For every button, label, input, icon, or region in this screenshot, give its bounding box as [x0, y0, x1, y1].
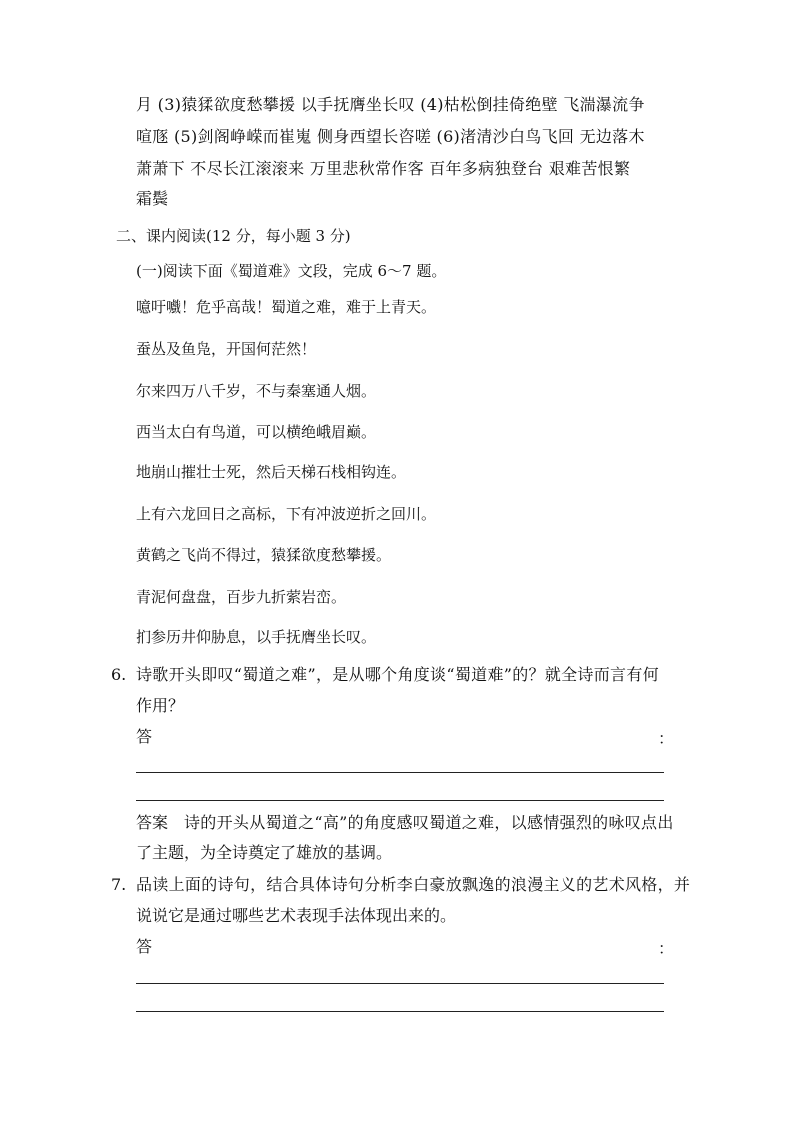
question-6-text-line-1: 诗歌开头即叹“蜀道之难”，是从哪个角度谈“蜀道难”的？就全诗而言有何: [136, 665, 659, 684]
question-7-answer-label: 答: [136, 937, 153, 956]
answers-line-4: 霜鬓: [136, 189, 169, 208]
poem-line: 西当太白有鸟道，可以横绝峨眉巅。: [136, 423, 377, 441]
question-6-key-line-1: 诗的开头从蜀道之“高”的角度感叹蜀道之难，以感情强烈的咏叹点出: [184, 813, 674, 832]
question-6-answer-label: 答: [136, 727, 153, 746]
question-6-number: 6.: [111, 665, 127, 684]
question-7-text-line-2: 说说它是通过哪些艺术表现手法体现出来的。: [136, 906, 457, 925]
question-6-answer-line: [136, 800, 664, 801]
question-6-text-line-2: 作用？: [136, 696, 185, 715]
poem-line: 尔来四万八千岁，不与秦塞通人烟。: [136, 382, 377, 400]
question-7-answer-colon: ：: [658, 939, 675, 958]
question-7-answer-line: [136, 983, 664, 984]
answers-line-3: 萧萧下 不尽长江滚滚来 万里悲秋常作客 百年多病独登台 艰难苦恨繁: [136, 159, 631, 178]
poem-line: 蚕丛及鱼凫，开国何茫然！: [136, 340, 317, 358]
answers-line-1: 月 (3)猿猱欲度愁攀援 以手抚膺坐长叹 (4)枯松倒挂倚绝壁 飞湍瀑流争: [136, 95, 645, 114]
poem-line: 地崩山摧壮士死，然后天梯石栈相钩连。: [136, 463, 407, 481]
poem-line: 青泥何盘盘，百步九折萦岩峦。: [136, 588, 347, 606]
question-6-key-label: 答案: [136, 813, 169, 832]
question-7-number: 7.: [111, 875, 127, 894]
question-6-key-line-2: 了主题，为全诗奠定了雄放的基调。: [136, 843, 393, 862]
section-heading: 二、课内阅读(12 分，每小题 3 分): [116, 227, 351, 245]
question-6-answer-line: [136, 772, 664, 773]
question-7-answer-line: [136, 1011, 664, 1012]
poem-line: 噫吁嚱！危乎高哉！蜀道之难，难于上青天。: [136, 298, 437, 316]
question-7-text-line-1: 品读上面的诗句，结合具体诗句分析李白豪放飘逸的浪漫主义的艺术风格，并: [136, 875, 691, 894]
poem-line: 黄鹤之飞尚不得过，猿猱欲度愁攀援。: [136, 546, 392, 564]
question-6-answer-colon: ：: [658, 729, 675, 748]
section-subheading: (一)阅读下面《蜀道难》文段，完成 6～7 题。: [136, 262, 447, 280]
answers-line-2: 喧豗 (5)剑阁峥嵘而崔嵬 侧身西望长咨嗟 (6)渚清沙白鸟飞回 无边落木: [136, 127, 645, 146]
poem-line: 扪参历井仰胁息，以手抚膺坐长叹。: [136, 628, 377, 646]
poem-line: 上有六龙回日之高标，下有冲波逆折之回川。: [136, 505, 437, 523]
